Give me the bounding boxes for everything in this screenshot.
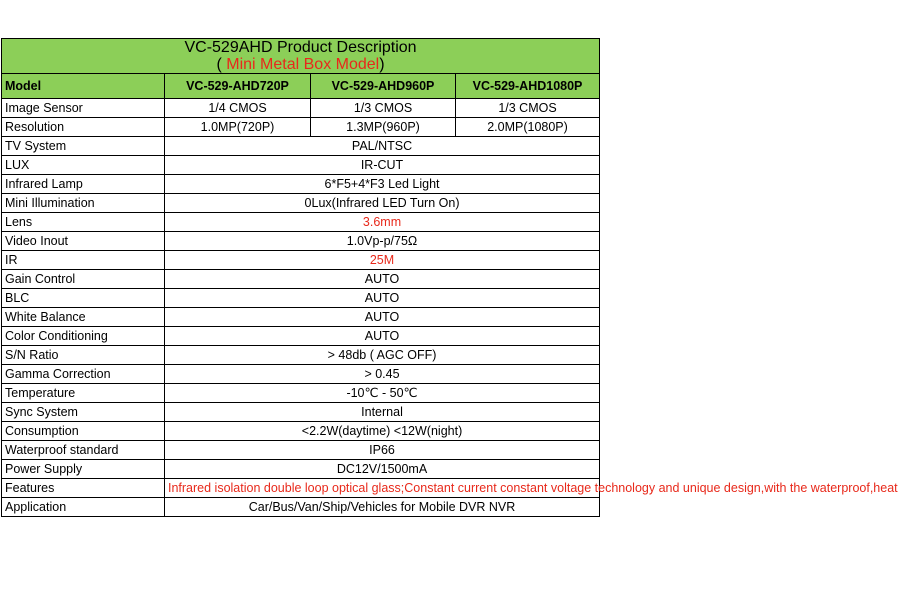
spec-value: DC12V/1500mA [165,460,600,479]
spec-row-waterproof-standard [2,441,600,460]
spec-value: AUTO [165,289,600,308]
spec-value: 3.6mm [165,213,600,232]
spec-value: <2.2W(daytime) <12W(night) [165,422,600,441]
application-text: Car/Bus/Van/Ship/Vehicles for Mobile DVR NVR [165,498,600,517]
spec-value: 0Lux(Infrared LED Turn On) [165,194,600,213]
spec-row-application [2,498,600,517]
spec-value: 25M [165,251,600,270]
model-row [2,74,600,99]
spec-row-color-conditioning [2,327,600,346]
spec-row-blc [2,289,600,308]
spec-label: Waterproof standard [2,441,165,460]
spec-row-lens [2,213,600,232]
spec-label: Infrared Lamp [2,175,165,194]
spec-row-tv-system [2,137,600,156]
spec-row-consumption [2,422,600,441]
spec-value: IP66 [165,441,600,460]
spec-label: Features [2,479,165,498]
spec-value: 1/4 CMOS [165,99,311,118]
model-label: Model [2,74,165,99]
spec-label: Image Sensor [2,99,165,118]
spec-label: Application [2,498,165,517]
spec-value: Internal [165,403,600,422]
model-name-1080p: VC-529-AHD1080P [456,74,600,99]
spec-table [1,38,898,517]
spec-label: Gamma Correction [2,365,165,384]
spec-label: Lens [2,213,165,232]
spec-value: 1/3 CMOS [456,99,600,118]
model-name-960p: VC-529-AHD960P [311,74,456,99]
subtitle-open-paren: ( [216,56,227,73]
spec-row-ir [2,251,600,270]
spec-label: IR [2,251,165,270]
spec-value: 2.0MP(1080P) [456,118,600,137]
spec-value: AUTO [165,308,600,327]
spec-label: Resolution [2,118,165,137]
spec-label: Color Conditioning [2,327,165,346]
spec-label: BLC [2,289,165,308]
spec-row-temperature [2,384,600,403]
spec-row-mini-illumination [2,194,600,213]
title-row [2,39,600,74]
spec-value: 1.0MP(720P) [165,118,311,137]
subtitle-close-paren: ) [379,56,385,73]
spec-label: TV System [2,137,165,156]
spec-value: AUTO [165,270,600,289]
title-cell [2,39,600,74]
spec-label: White Balance [2,308,165,327]
spec-row-image-sensor [2,99,600,118]
spec-label: Video Inout [2,232,165,251]
spec-value: AUTO [165,327,600,346]
spec-value: IR-CUT [165,156,600,175]
product-subtitle [5,56,596,73]
spec-value: 1.3MP(960P) [311,118,456,137]
spec-row-white-balance [2,308,600,327]
model-name-720p: VC-529-AHD720P [165,74,311,99]
spec-row-lux [2,156,600,175]
spec-row-gain-control [2,270,600,289]
spec-row-video-inout [2,232,600,251]
spec-value: 1/3 CMOS [311,99,456,118]
spec-value: 1.0Vp-p/75Ω [165,232,600,251]
spec-value: > 48db ( AGC OFF) [165,346,600,365]
product-title: VC-529AHD Product Description [184,39,417,56]
features-text: Infrared isolation double loop optical glass;Constant current constant voltage technology and unique design,with the waterproof,heat [165,479,600,498]
spec-row-s-n-ratio [2,346,600,365]
spec-row-resolution [2,118,600,137]
spec-label: LUX [2,156,165,175]
spec-label: Sync System [2,403,165,422]
product-spec-sheet [0,38,898,517]
spec-label: Mini Illumination [2,194,165,213]
spec-row-sync-system [2,403,600,422]
spec-row-gamma-correction [2,365,600,384]
model-variant-name: Mini Metal Box Model [226,56,380,73]
spec-value: 6*F5+4*F3 Led Light [165,175,600,194]
spec-row-features [2,479,600,498]
spec-row-infrared-lamp [2,175,600,194]
spec-label: Consumption [2,422,165,441]
spec-label: S/N Ratio [2,346,165,365]
spec-label: Gain Control [2,270,165,289]
spec-value: > 0.45 [165,365,600,384]
spec-row-power-supply [2,460,600,479]
spec-value: -10℃ - 50℃ [165,384,600,403]
spec-label: Power Supply [2,460,165,479]
spec-value: PAL/NTSC [165,137,600,156]
spec-label: Temperature [2,384,165,403]
